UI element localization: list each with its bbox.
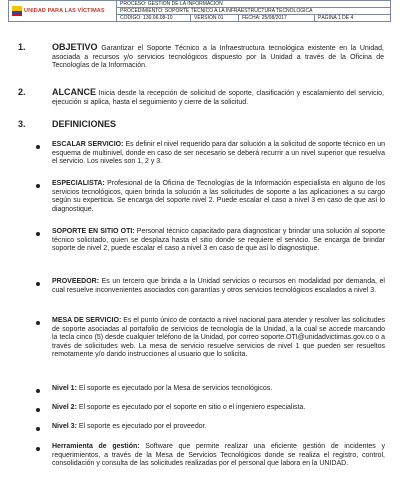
definition-item: SOPORTE EN SITIO OTI: Personal técnico capacitado para diagnosticar y brindar una solución al soporte técnico solicitado, quien se desplaza hasta el sitio donde se requiere el servicio. Se encarga de brindar soporte de nivel 2, puede escalar el caso a nivel 3 en caso de que así lo diagnostique. [52,228,386,253]
definition-item: ESCALAR SERVICIO: Es definir el nivel requerido para dar solución a la solicitud de soporte técnico en un esquema de multinivel, donde en caso de ser necesario se deberá recurrir a un nivel superior que resuelva el servicio. Los niveles son 1, 2 y 3. [52,141,385,166]
header-codigo: CÓDIGO: 130.06.08-10 [117,15,191,21]
definition-item: Nivel 1: El soporte es ejecutado por la Mesa de servicios tecnológicos. [52,385,273,392]
bullet-icon [36,144,40,153]
logo [9,1,117,21]
bullet-icon [36,231,40,240]
definition-item: Nivel 2: El soporte es ejecutado por el soporte en sitio o el ingeniero especialista. [52,404,306,411]
bullet-icon [36,388,40,397]
bullet-icon [36,407,40,416]
bullet-icon [36,446,40,455]
bullet-icon [36,426,40,435]
section-title: DEFINICIONES [52,119,117,129]
bullet-icon [36,281,40,290]
section-definiciones [52,120,384,131]
definition-item: Herramienta de gestión: Software que permite realizar una eficiente gestión de incidentes y requerimientos, a través de la Mesa de Servicios Tecnológicos donde se realiza el registro, control, consolidación y consulta de las solicitudes realizadas por el personal que labora en la UNIDAD. [52,443,385,468]
header-pagina: PÁGINA 1 DE 4 [318,15,354,21]
header-version: VERSIÓN 01 [191,15,239,21]
document-header [8,0,391,22]
header-fecha: FECHA: 25/08/2017 [239,15,315,21]
definition-item: MESA DE SERVICIO: Es el punto único de contacto a nivel nacional para atender y resolver las solicitudes de soporte asociadas al portafolio de servicios de tecnología de la Unidad, a la cual se accede marcando la tecla cinco (5) desde cualquier teléfono de la Unidad, por correo soporte.OTI@unidadvictimas.gov.co o a través de solicitudes web. La mesa de servicio resuelve servicios de nivel 1 que pueden ser resueltos remotamente y/o dando instrucciones al usuario que lo solicita. [52,317,386,359]
header-procedimiento: PROCEDIMIENTO: SOPORTE TÉCNICO A LA INFRAESTRUCTURA TECNOLÓGICA [117,8,390,15]
header-proceso: PROCESO: GESTIÓN DE LA INFORMACIÓN [117,1,390,8]
section-text: Garantizar el Soporte Técnico a la Infraestructura tecnológica existente en la Unidad, asociada a recursos y/o servicios tecnológicos dispuesto por la Unidad a través de la Oficina de Tecnologías de la Información. [52,45,384,70]
section-objetivo [52,43,384,71]
definition-item: ESPECIALISTA: Profesional de la Oficina de Tecnologías de la Información especialista en alguno de los servicios tecnológicos, quien brinda la solución a las solicitudes de soporte a las aplicaciones a su cargo según su experticia. Se encarga del soporte nivel 2. Puede escalar el caso a nivel 3 en caso de que así lo diagnostique. [52,180,385,213]
section-title: OBJETIVO [52,42,98,52]
logo-text: UNIDAD PARA LAS VÍCTIMAS [24,8,105,14]
bullet-icon [36,183,40,192]
section-alcance [52,88,384,107]
bullet-icon [36,320,40,329]
section-title: ALCANCE [52,87,96,97]
definition-item: PROVEEDOR: Es un tercero que brinda a la Unidad servicios o recursos en modalidad por demanda, el cual resuelve inconvenientes asociados con garantías y otros servicios tecnológicos escalados a nivel 3. [52,278,385,294]
section-number: 3. [18,119,26,129]
section-number: 1. [18,42,26,52]
definition-item: Nivel 3: El soporte es ejecutado por el proveedor. [52,423,207,430]
section-text: Inicia desde la recepción de solicitud de soporte, clasificación y escalamiento del servicio, ejecución si aplica, hasta el seguimiento y cierre de la solicitud. [52,90,385,106]
section-number: 2. [18,87,26,97]
flag-logo-icon [12,6,22,16]
